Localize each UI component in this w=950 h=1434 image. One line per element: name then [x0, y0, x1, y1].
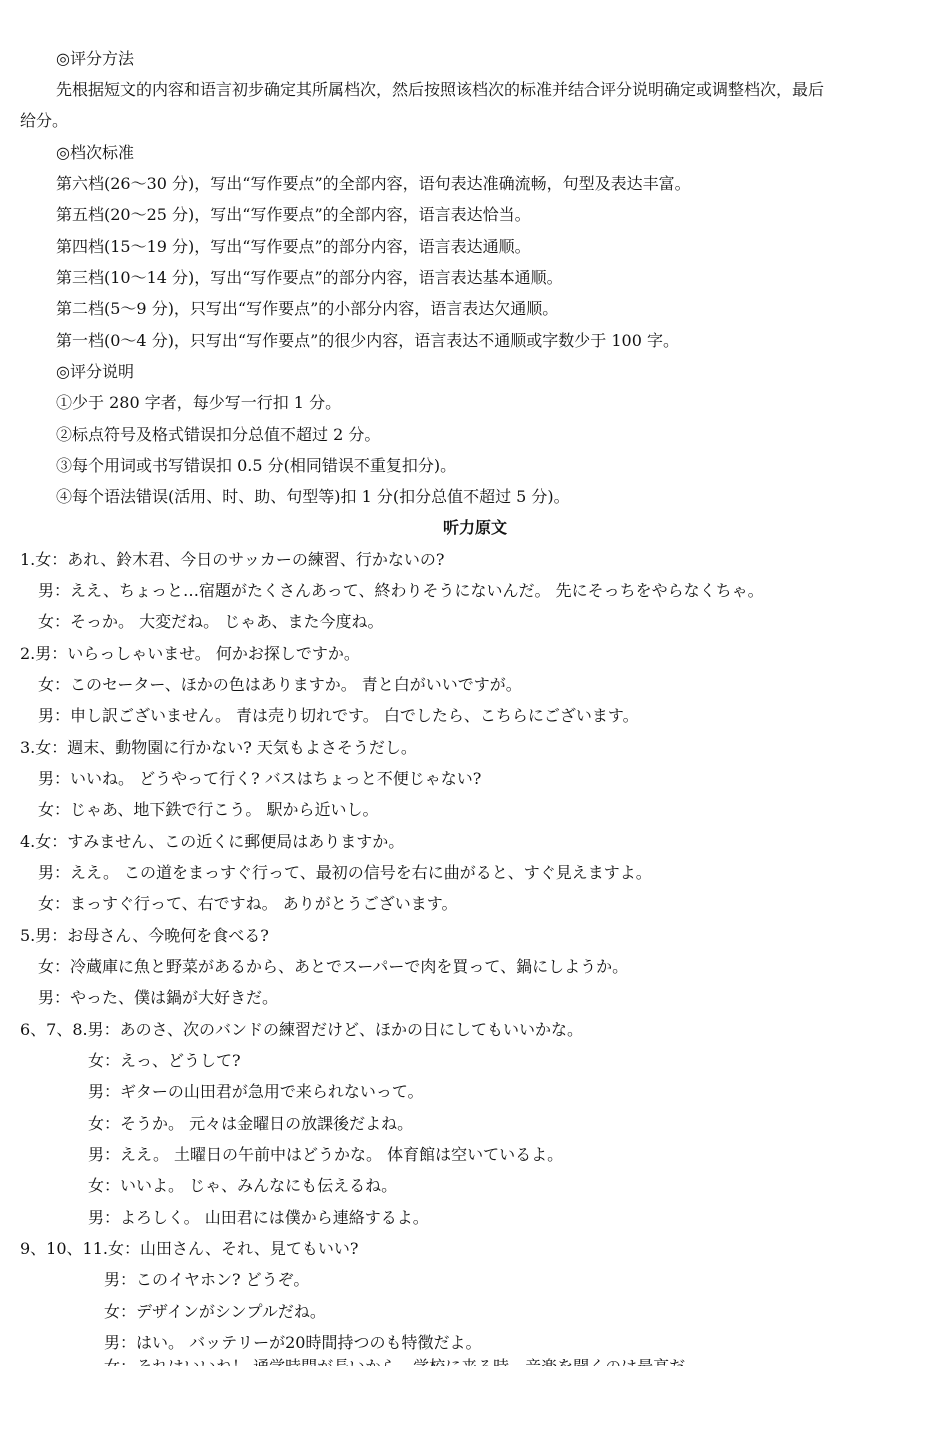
dialogue-line: 女：このセーター、ほかの色はありますか。 青と白がいいですが。: [38, 675, 522, 694]
dialogue-line: 男：申し訳ございません。 青は売り切れです。 白でしたら、こちらにございます。: [38, 706, 639, 725]
note-item: ③每个用词或书写错误扣 0.5 分(相同错误不重复扣分)。: [56, 456, 457, 475]
note-item: ①少于 280 字者，每少写一行扣 1 分。: [56, 393, 342, 412]
dialogue-line: 女：えっ、どうして?: [88, 1051, 241, 1070]
scoring-method-text-cont: 给分。: [20, 111, 69, 130]
page-crop-mask: [0, 1366, 950, 1434]
dialogue-line: 男：いいね。 どうやって行く? バスはちょっと不便じゃない?: [38, 769, 482, 788]
dialogue-line: 男：ギターの山田君が急用で来られないって。: [88, 1082, 424, 1101]
dialogue-line: 3.女：週末、動物園に行かない? 天気もよさそうだし。: [20, 738, 417, 757]
criteria-item: 第一档(0～4 分)，只写出“写作要点”的很少内容，语言表达不通顺或字数少于 100 字。: [56, 331, 680, 350]
criteria-title: ◎档次标准: [56, 143, 134, 162]
dialogue-line: 4.女：すみません、この近くに郵便局はありますか。: [20, 832, 405, 851]
dialogue-line: 5.男：お母さん、今晩何を食べる?: [20, 926, 269, 945]
dialogue-line: 1.女：あれ、鈴木君、今日のサッカーの練習、行かないの?: [20, 550, 445, 569]
dialogue-line: 2.男：いらっしゃいませ。 何かお探しですか。: [20, 644, 360, 663]
dialogue-line: 男：ええ、ちょっと…宿題がたくさんあって、終わりそうにないんだ。 先にそっちをやらなくちゃ。: [38, 581, 764, 600]
criteria-item: 第六档(26～30 分)，写出“写作要点”的全部内容，语句表达准确流畅，句型及表达丰富。: [56, 174, 691, 193]
dialogue-line: 男：ええ。 土曜日の午前中はどうかな。 体育館は空いているよ。: [88, 1145, 564, 1164]
scoring-method-text: 先根据短文的内容和语言初步确定其所属档次，然后按照该档次的标准并结合评分说明确定或调整档次，最后: [56, 80, 825, 99]
criteria-item: 第五档(20～25 分)，写出“写作要点”的全部内容，语言表达恰当。: [56, 205, 531, 224]
criteria-item: 第三档(10～14 分)，写出“写作要点”的部分内容，语言表达基本通顺。: [56, 268, 563, 287]
dialogue-line: 6、7、8.男：あのさ、次のバンドの練習だけど、ほかの日にしてもいいかな。: [20, 1020, 583, 1039]
dialogue-line: 女：冷蔵庫に魚と野菜があるから、あとでスーパーで肉を買って、鍋にしようか。: [38, 957, 629, 976]
dialogue-line: 女：デザインがシンプルだね。: [104, 1302, 326, 1321]
dialogue-line: 女：いいよ。 じゃ、みんなにも伝えるね。: [88, 1176, 398, 1195]
scoring-method-title: ◎评分方法: [56, 49, 134, 68]
dialogue-line: 9、10、11.女：山田さん、それ、見てもいい?: [20, 1239, 359, 1258]
criteria-item: 第四档(15～19 分)，写出“写作要点”的部分内容，语言表达通顺。: [56, 237, 531, 256]
note-item: ④每个语法错误(活用、时、助、句型等)扣 1 分(扣分总值不超过 5 分)。: [56, 487, 570, 506]
dialogue-line: 男：ええ。 この道をまっすぐ行って、最初の信号を右に曲がると、すぐ見えますよ。: [38, 863, 652, 882]
criteria-item: 第二档(5～9 分)，只写出“写作要点”的小部分内容，语言表达欠通顺。: [56, 299, 559, 318]
dialogue-line: 女：じゃあ、地下鉄で行こう。 駅から近いし。: [38, 800, 379, 819]
dialogue-line: 男：よろしく。 山田君には僕から連絡するよ。: [88, 1208, 429, 1227]
dialogue-line: 男：やった、僕は鍋が大好きだ。: [38, 988, 279, 1007]
dialogue-line: 女：そうか。 元々は金曜日の放課後だよね。: [88, 1114, 414, 1133]
note-item: ②标点符号及格式错误扣分总值不超过 2 分。: [56, 425, 381, 444]
dialogue-line: 男：このイヤホン? どうぞ。: [104, 1270, 310, 1289]
dialogue-line: 男：はい。 バッテリーが20時間持つのも特徴だよ。: [104, 1333, 482, 1352]
dialogue-line: 女：そっか。 大変だね。 じゃあ、また今度ね。: [38, 612, 384, 631]
dialogue-line: 女：まっすぐ行って、右ですね。 ありがとうございます。: [38, 894, 458, 913]
notes-title: ◎评分说明: [56, 362, 134, 381]
listening-section-title: 听力原文: [442, 518, 507, 537]
